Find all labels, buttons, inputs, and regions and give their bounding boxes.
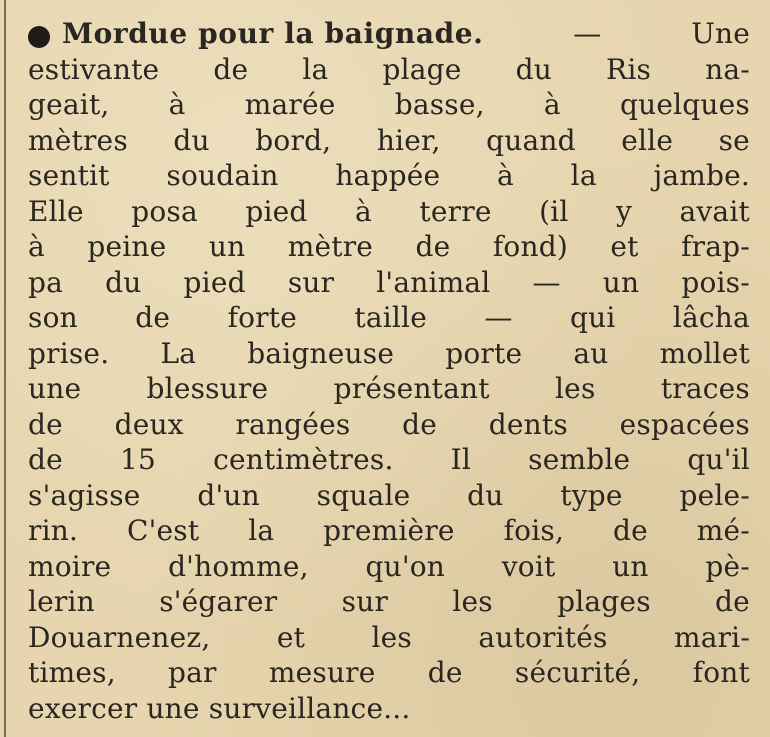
article-line-3 bbox=[28, 87, 750, 123]
article-word: lâcha bbox=[672, 301, 750, 334]
article-word: première bbox=[323, 514, 455, 547]
article-word: à bbox=[168, 88, 186, 121]
column-rule bbox=[4, 0, 6, 737]
article-word: présentant bbox=[333, 372, 490, 405]
article-word: pa bbox=[28, 265, 64, 299]
article-word: times, bbox=[28, 656, 116, 689]
article-word: à bbox=[355, 194, 372, 228]
article-word: qui bbox=[569, 301, 616, 334]
article-word: s'agisse bbox=[28, 478, 141, 512]
article-line-5 bbox=[28, 158, 750, 194]
article-word: sur bbox=[287, 265, 335, 299]
article-word: fois, bbox=[503, 514, 565, 547]
article-line-17 bbox=[28, 584, 750, 620]
article-text-line bbox=[28, 442, 750, 478]
article-word: voit bbox=[501, 549, 556, 583]
article-word: quelques bbox=[619, 88, 750, 121]
article-word: deux bbox=[114, 407, 184, 441]
article-word: un bbox=[612, 549, 649, 583]
article-line-14 bbox=[28, 478, 750, 514]
article-line-1 bbox=[28, 16, 750, 52]
article-text-line bbox=[28, 52, 750, 88]
article-word: centimètres. bbox=[213, 443, 394, 476]
article-word: prise. bbox=[28, 336, 110, 370]
article-text-line: exercer une surveillance... bbox=[28, 691, 411, 725]
article-text-line bbox=[28, 158, 750, 194]
article-word: C'est bbox=[126, 514, 200, 547]
article-text-line bbox=[28, 265, 750, 301]
article-word: happée bbox=[335, 159, 441, 192]
article-word: de bbox=[402, 407, 438, 441]
article-word: de bbox=[415, 230, 451, 263]
article-word: porte bbox=[445, 336, 523, 370]
article-word: quand bbox=[486, 123, 576, 157]
bullet-icon bbox=[28, 26, 50, 48]
article-word: pied bbox=[245, 194, 308, 228]
article-word: à bbox=[497, 159, 514, 192]
article-word: mesure bbox=[268, 656, 376, 689]
article-word: pè- bbox=[705, 549, 750, 583]
article-line-6 bbox=[28, 194, 750, 230]
article-text-line bbox=[28, 194, 750, 230]
article-word: de bbox=[28, 443, 63, 476]
article-word: du bbox=[467, 478, 504, 512]
article-line-8 bbox=[28, 265, 750, 301]
article-word: semble bbox=[528, 443, 631, 476]
article-word: de bbox=[612, 514, 648, 547]
article-word: forte bbox=[227, 301, 297, 334]
article-word: geait, bbox=[28, 88, 110, 121]
article-word: pois- bbox=[681, 265, 750, 299]
article-word: une bbox=[28, 372, 82, 405]
article-word: frap- bbox=[681, 230, 750, 263]
article-text-line bbox=[28, 655, 750, 691]
article-word: (il bbox=[539, 194, 569, 228]
headline-dash: — bbox=[573, 17, 602, 50]
article-word: baigneuse bbox=[247, 336, 395, 370]
article-word: de bbox=[135, 301, 171, 334]
article-word: 15 bbox=[119, 443, 157, 476]
article-word: plage bbox=[382, 52, 462, 86]
article-word: les bbox=[371, 620, 412, 654]
article-word: elle bbox=[621, 123, 674, 157]
article-text-line: Une bbox=[691, 17, 750, 50]
article-word: moire bbox=[28, 549, 112, 583]
article-word: mollet bbox=[659, 336, 750, 370]
article-word: Il bbox=[450, 443, 472, 476]
article-line-15 bbox=[28, 513, 750, 549]
article-word: mètre bbox=[287, 230, 374, 263]
article-word: par bbox=[168, 656, 217, 689]
article-line-16 bbox=[28, 549, 750, 585]
article-word: mé- bbox=[696, 514, 750, 547]
article-word: la bbox=[302, 52, 329, 86]
article-word: y bbox=[616, 194, 633, 228]
article-line-11 bbox=[28, 371, 750, 407]
article-word: mètres bbox=[28, 123, 128, 157]
article-text-line bbox=[28, 336, 750, 372]
article-word: font bbox=[692, 656, 750, 689]
article-word: son bbox=[28, 301, 78, 334]
article-word: du bbox=[105, 265, 142, 299]
article-word: les bbox=[555, 372, 596, 405]
article-line-18 bbox=[28, 620, 750, 656]
article-word: pele- bbox=[679, 478, 750, 512]
article-word: qu'il bbox=[687, 443, 750, 476]
article-word: sur bbox=[341, 585, 389, 618]
article-word: au bbox=[573, 336, 609, 370]
article-word: espacées bbox=[619, 407, 750, 441]
article-word: du bbox=[515, 52, 552, 86]
article-line-19 bbox=[28, 655, 750, 691]
article-word: d'un bbox=[197, 478, 260, 512]
article-word: type bbox=[560, 478, 623, 512]
article-word: estivante bbox=[28, 52, 160, 86]
article-word: squale bbox=[316, 478, 411, 512]
article-word: sécurité, bbox=[514, 656, 641, 689]
article-word: rangées bbox=[235, 407, 351, 441]
article-text-line bbox=[28, 123, 750, 159]
article-word: les bbox=[452, 585, 493, 618]
article-word: peine bbox=[87, 230, 167, 263]
article-text-line bbox=[28, 513, 750, 549]
article-word: l'animal bbox=[376, 265, 491, 299]
article-word: taille bbox=[354, 301, 427, 334]
article-headline: Mordue pour la baignade. bbox=[62, 17, 484, 50]
article-word: et bbox=[610, 230, 639, 263]
article-word: à bbox=[543, 88, 561, 121]
article-word: de bbox=[427, 656, 463, 689]
article-word: plages bbox=[557, 585, 651, 618]
article-word: Douarnenez, bbox=[28, 620, 211, 654]
article-word: fond) bbox=[492, 230, 568, 263]
article-word: la bbox=[570, 159, 597, 192]
article-line-12 bbox=[28, 407, 750, 443]
article-word: un bbox=[602, 265, 640, 299]
article-word: du bbox=[173, 123, 210, 157]
article-word: avait bbox=[679, 194, 750, 228]
article-word: se bbox=[718, 123, 750, 157]
article-word: traces bbox=[660, 372, 750, 405]
article-text-line bbox=[28, 87, 750, 123]
article-word: sentit bbox=[28, 159, 110, 192]
article-word: de bbox=[28, 407, 63, 441]
article-text-line bbox=[28, 584, 750, 620]
article-word: la bbox=[248, 514, 275, 547]
article-word: posa bbox=[131, 194, 198, 228]
article-word: rin. bbox=[28, 514, 79, 547]
article-word: — bbox=[484, 301, 513, 334]
article-word: à bbox=[28, 230, 45, 263]
article-word: terre bbox=[419, 194, 492, 228]
article-word: blessure bbox=[146, 372, 269, 405]
article-word: jambe. bbox=[653, 159, 750, 192]
article-word: basse, bbox=[394, 88, 485, 121]
article-line-20 bbox=[28, 691, 750, 727]
article-word: La bbox=[160, 336, 197, 370]
article-word: Ris bbox=[606, 52, 652, 86]
article-word: de bbox=[213, 52, 249, 86]
article-word: lerin bbox=[28, 585, 95, 618]
article-text-line bbox=[28, 620, 750, 656]
article-word: Elle bbox=[28, 194, 84, 228]
article-text-line bbox=[28, 300, 750, 336]
article-word: dents bbox=[488, 407, 568, 441]
article-text-line bbox=[28, 229, 750, 265]
article-word: hier, bbox=[376, 123, 441, 157]
article-word: d'homme, bbox=[168, 549, 309, 583]
article-word: marée bbox=[244, 88, 336, 121]
article-line-2 bbox=[28, 52, 750, 88]
article-word: na- bbox=[705, 52, 750, 86]
article-word: et bbox=[276, 620, 306, 654]
article-line-13 bbox=[28, 442, 750, 478]
article-word: de bbox=[715, 585, 750, 618]
article-word: s'égarer bbox=[159, 585, 278, 618]
article-word: soudain bbox=[166, 159, 279, 192]
article-word: mari- bbox=[673, 620, 750, 654]
article-line-4 bbox=[28, 123, 750, 159]
news-article bbox=[28, 16, 750, 726]
headline-group bbox=[28, 16, 484, 52]
article-text-line bbox=[28, 371, 750, 407]
article-word: bord, bbox=[255, 123, 332, 157]
article-word: autorités bbox=[478, 620, 608, 654]
article-word: — bbox=[532, 265, 561, 299]
article-line-10 bbox=[28, 336, 750, 372]
article-text-line bbox=[28, 549, 750, 585]
article-line-7 bbox=[28, 229, 750, 265]
article-text-line bbox=[28, 478, 750, 514]
article-word: qu'on bbox=[365, 549, 446, 583]
article-word: un bbox=[208, 230, 246, 263]
article-text-line bbox=[28, 407, 750, 443]
article-line-9 bbox=[28, 300, 750, 336]
article-word: pied bbox=[183, 265, 246, 299]
